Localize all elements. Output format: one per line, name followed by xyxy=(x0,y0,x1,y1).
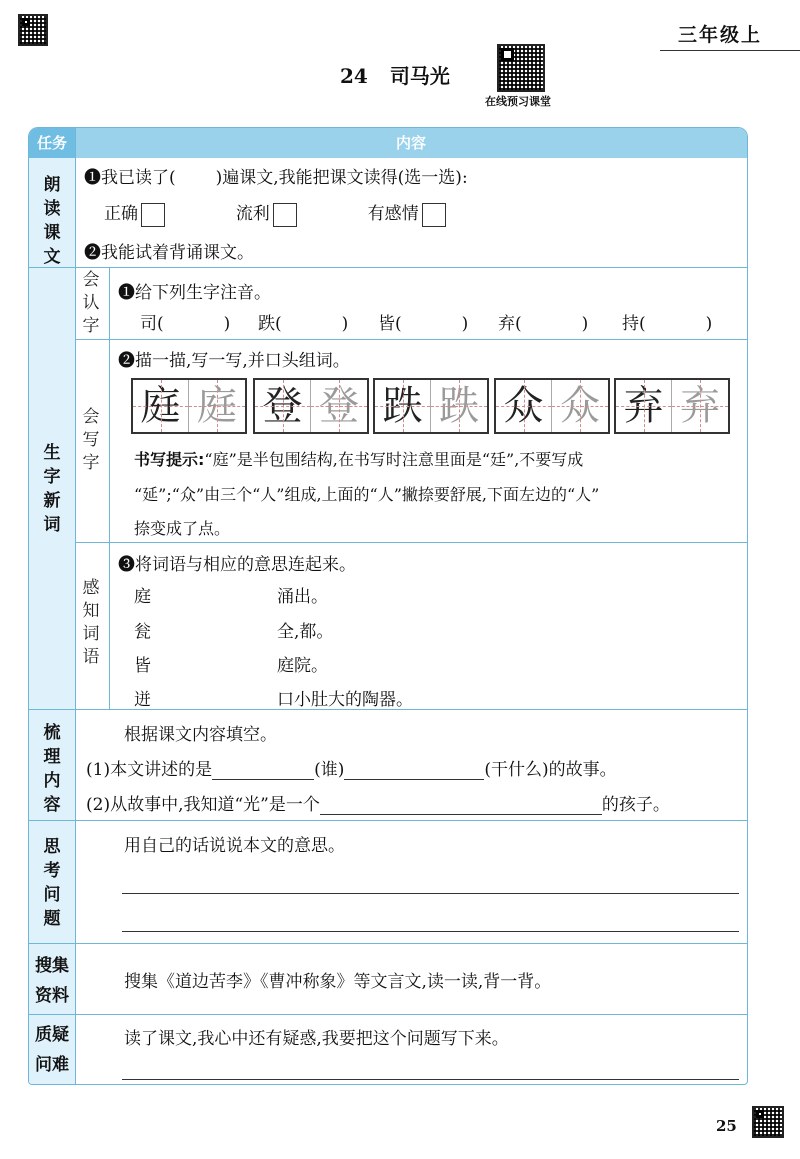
task-divider xyxy=(75,128,76,1084)
blank-describe[interactable] xyxy=(320,796,602,815)
pinyin-close: ) xyxy=(341,314,349,334)
writing-tip-line-3: 捺变成了点。 xyxy=(134,519,231,538)
sublabel-write: 会写字 xyxy=(82,407,100,473)
summary-q1 xyxy=(86,755,617,780)
match-left-item[interactable]: 瓮 xyxy=(134,622,151,642)
summary-q2 xyxy=(86,790,670,815)
option-fluent: 流利 xyxy=(235,204,270,224)
lesson-title xyxy=(340,60,450,89)
table-header xyxy=(29,128,747,158)
pinyin-char: 持( xyxy=(622,314,646,334)
task-collect: 搜集资料 xyxy=(35,956,69,1006)
pinyin-close: ) xyxy=(581,314,589,334)
blank-what[interactable] xyxy=(344,761,484,780)
option-emotion: 有感情 xyxy=(367,204,419,224)
think-instruction: 用自己的话说说本文的意思。 xyxy=(124,836,345,856)
sub-row-divider xyxy=(75,339,747,340)
grade-label: 三年级上 xyxy=(677,24,762,46)
char-trace-cell[interactable]: 登 xyxy=(311,380,367,432)
char-group-deng xyxy=(253,378,369,434)
header-task: 任务 xyxy=(29,128,75,158)
option-emotion-checkbox[interactable] xyxy=(422,203,446,227)
reading-options xyxy=(104,199,446,227)
match-right-item[interactable]: 全,都。 xyxy=(277,622,334,642)
char-group-zhong xyxy=(494,378,610,434)
header-rule xyxy=(660,50,800,51)
char-cell: 跌 xyxy=(375,380,431,432)
pinyin-item xyxy=(140,309,230,334)
option-correct-checkbox[interactable] xyxy=(141,203,165,227)
pinyin-item xyxy=(498,309,588,334)
pinyin-char: 弃( xyxy=(498,314,522,334)
match-left-item[interactable]: 庭 xyxy=(134,587,151,607)
collect-text: 搜集《道边苦李》《曹冲称象》等文言文,读一读,背一背。 xyxy=(124,972,552,992)
pinyin-char: 皆( xyxy=(378,314,402,334)
sublabel-match: 感知词语 xyxy=(82,578,100,667)
match-left-item[interactable]: 迸 xyxy=(134,690,151,710)
char-trace-cell[interactable]: 弃 xyxy=(672,380,728,432)
char-trace-cell[interactable]: 跌 xyxy=(431,380,487,432)
match-right-item[interactable]: 口小肚大的陶器。 xyxy=(277,690,413,710)
answer-line[interactable] xyxy=(122,931,739,932)
summary-q2-part1: (2)从故事中,我知道“光”是一个 xyxy=(86,795,320,815)
task-think: 思考问题 xyxy=(43,837,61,929)
sublabel-divider xyxy=(109,267,110,709)
write-instruction: ❷描一描,写一写,并口头组词。 xyxy=(118,351,350,371)
pinyin-close: ) xyxy=(461,314,469,334)
pinyin-char: 跌( xyxy=(258,314,282,334)
char-cell: 庭 xyxy=(133,380,189,432)
pinyin-item xyxy=(622,309,712,334)
reading-q1-part2: )遍课文,我能把课文读得(选一选): xyxy=(215,168,468,188)
char-cell: 众 xyxy=(496,380,552,432)
char-group-die xyxy=(373,378,489,434)
match-left-item[interactable]: 皆 xyxy=(134,656,151,676)
task-summary: 梳理内容 xyxy=(43,723,61,815)
task-question: 质疑问难 xyxy=(35,1025,69,1075)
row-divider xyxy=(29,1014,747,1015)
reading-q2: ❷我能试着背诵课文。 xyxy=(84,243,254,263)
summary-q2-part2: 的孩子。 xyxy=(601,795,670,815)
question-text: 读了课文,我心中还有疑惑,我要把这个问题写下来。 xyxy=(124,1029,509,1049)
writing-tip-line-1 xyxy=(134,447,583,470)
match-right-item[interactable]: 涌出。 xyxy=(277,587,328,607)
sub-row-divider xyxy=(75,542,747,543)
row-divider xyxy=(29,943,747,944)
lesson-qr-code[interactable] xyxy=(497,44,545,92)
blank-who[interactable] xyxy=(212,761,314,780)
summary-q1-part1: (1)本文讲述的是 xyxy=(86,760,213,780)
summary-q1-part3: (干什么)的故事。 xyxy=(484,760,617,780)
task-column xyxy=(29,158,75,1084)
writing-tip-line-2: “延”;“众”由三个“人”组成,上面的“人”撇捺要舒展,下面左边的“人” xyxy=(134,485,600,504)
match-right-item[interactable]: 庭院。 xyxy=(277,656,328,676)
char-trace-cell[interactable]: 庭 xyxy=(189,380,245,432)
sublabel-recognize: 会认字 xyxy=(82,270,100,336)
row-divider xyxy=(29,820,747,821)
reading-q1 xyxy=(84,163,468,188)
char-group-qi xyxy=(614,378,730,434)
pinyin-close: ) xyxy=(223,314,231,334)
char-trace-cell[interactable]: 众 xyxy=(552,380,608,432)
writing-tip-text: “庭”是半包围结构,在书写时注意里面是“廷”,不要写成 xyxy=(204,450,584,469)
option-fluent-checkbox[interactable] xyxy=(273,203,297,227)
answer-line[interactable] xyxy=(122,1079,739,1080)
row-divider xyxy=(29,267,747,268)
recognize-instruction: ❶给下列生字注音。 xyxy=(118,283,271,303)
char-cell: 弃 xyxy=(616,380,672,432)
summary-q1-part2: (谁) xyxy=(314,760,345,780)
task-reading: 朗读课文 xyxy=(43,175,61,267)
option-correct: 正确 xyxy=(104,204,138,224)
corner-qr-code-bottom-right xyxy=(752,1106,784,1138)
match-instruction: ❸将词语与相应的意思连起来。 xyxy=(118,555,356,575)
answer-line[interactable] xyxy=(122,893,739,894)
pinyin-item xyxy=(378,309,468,334)
qr-caption: 在线预习课堂 xyxy=(485,95,551,108)
pinyin-char: 司( xyxy=(140,314,164,334)
header-content: 内容 xyxy=(395,134,426,152)
char-group-ting xyxy=(131,378,247,434)
lesson-name: 司马光 xyxy=(389,64,450,88)
corner-qr-code-top-left xyxy=(18,14,48,46)
reading-q1-part1: ❶我已读了( xyxy=(84,168,176,188)
pinyin-item xyxy=(258,309,348,334)
writing-tip-title: 书写提示: xyxy=(134,450,205,469)
task-new-words: 生字新词 xyxy=(43,443,61,535)
summary-instruction: 根据课文内容填空。 xyxy=(124,725,277,745)
lesson-number: 24 xyxy=(340,64,368,88)
pinyin-close: ) xyxy=(705,314,713,334)
page-number: 25 xyxy=(716,1117,737,1135)
char-cell: 登 xyxy=(255,380,311,432)
